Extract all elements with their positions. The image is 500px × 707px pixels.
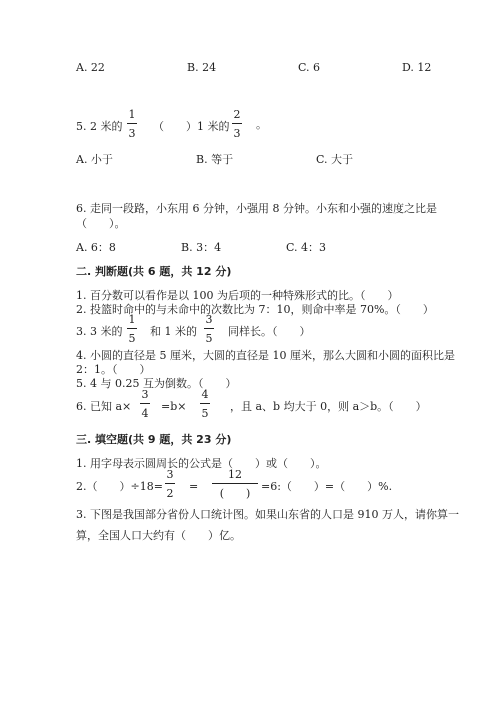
q4-option-a: A. 22 xyxy=(76,61,105,74)
q5-prefix: 5. 2 米的 xyxy=(76,120,123,133)
fraction-bar xyxy=(140,403,150,404)
q5-option-a: A. 小于 xyxy=(76,153,113,166)
fraction-bar xyxy=(127,328,137,329)
q4-option-c: C. 6 xyxy=(298,61,321,74)
fraction-numerator: 3 xyxy=(166,468,174,481)
fraction-denominator: 5 xyxy=(128,332,136,345)
q4-option-b: B. 24 xyxy=(187,61,217,74)
fraction-numerator: 4 xyxy=(201,388,209,401)
fraction-bar xyxy=(232,123,242,124)
fraction-denominator: 4 xyxy=(141,407,149,420)
q5-option-b: B. 等于 xyxy=(196,153,234,166)
q5-fraction-2 xyxy=(232,109,242,139)
q6-line-1: 6. 走同一段路，小东用 6 分钟，小强用 8 分钟。小东和小强的速度之比是 xyxy=(76,202,437,215)
s2-q3-middle: 和 1 米的 xyxy=(150,325,197,338)
fraction-denominator: 3 xyxy=(233,127,241,140)
fraction-denominator: ( ) xyxy=(219,487,251,500)
s2-q6-fraction-1 xyxy=(140,389,150,419)
fraction-bar xyxy=(127,123,137,124)
s3-question-3-line-1: 3. 下图是我国部分省份人口统计图。如果山东省的人口是 910 万人，请你算一 xyxy=(76,508,459,521)
section-2-title: 二. 判断题(共 6 题，共 12 分) xyxy=(76,265,232,278)
q6-option-c: C. 4：3 xyxy=(286,241,327,254)
s3-q2-equals: = xyxy=(189,480,199,493)
q5-option-c: C. 大于 xyxy=(316,153,354,166)
section-3-title: 三. 填空题(共 9 题，共 23 分) xyxy=(76,433,232,446)
s2-q6-fraction-2 xyxy=(200,389,210,419)
s3-q2-fraction-2 xyxy=(212,469,258,499)
s2-question-1: 1. 百分数可以看作是以 100 为后项的一种特殊形式的比。（ ） xyxy=(76,289,399,302)
fraction-denominator: 2 xyxy=(166,487,174,500)
fraction-bar xyxy=(212,483,258,484)
q6-option-a: A. 6：8 xyxy=(76,241,116,254)
q4-option-d: D. 12 xyxy=(402,61,432,74)
s2-question-4-line-1: 4. 小圆的直径是 5 厘米，大圆的直径是 10 厘米，那么大圆和小圆的面积比是 xyxy=(76,349,455,362)
fraction-bar xyxy=(165,483,175,484)
fraction-numerator: 3 xyxy=(141,388,149,401)
fraction-numerator: 1 xyxy=(128,313,136,326)
s2-q6-end: ，且 a、b 均大于 0，则 a＞b。（ ） xyxy=(230,400,427,413)
fraction-numerator: 3 xyxy=(205,313,213,326)
s3-question-3-line-2: 算，全国人口大约有（ ）亿。 xyxy=(76,529,241,542)
s2-question-4-line-2: 2：1。（ ） xyxy=(76,363,151,376)
s2-q6-middle: =b× xyxy=(161,400,187,413)
fraction-numerator: 1 xyxy=(128,108,136,121)
s2-q3-end: 同样长。（ ） xyxy=(228,325,311,338)
s2-q3-fraction-1 xyxy=(127,314,137,344)
fraction-denominator: 5 xyxy=(201,407,209,420)
s2-q6-prefix: 6. 已知 a× xyxy=(76,400,132,413)
s3-question-1: 1. 用字母表示圆周长的公式是（ ）或（ ）。 xyxy=(76,457,327,470)
q5-blank: （ ）1 米的 xyxy=(153,120,230,133)
q6-option-b: B. 3：4 xyxy=(181,241,222,254)
fraction-denominator: 5 xyxy=(205,332,213,345)
q5-fraction-1 xyxy=(127,109,137,139)
fraction-denominator: 3 xyxy=(128,127,136,140)
s2-question-5: 5. 4 与 0.25 互为倒数。（ ） xyxy=(76,377,237,390)
s2-q3-prefix: 3. 3 米的 xyxy=(76,325,123,338)
q5-end: 。 xyxy=(256,118,267,131)
fraction-bar xyxy=(204,328,214,329)
fraction-numerator: 2 xyxy=(233,108,241,121)
s3-q2-end: =6:（ ）=（ ）%. xyxy=(261,480,393,493)
s3-q2-fraction-1 xyxy=(165,469,175,499)
s3-q2-prefix: 2.（ ）÷18= xyxy=(76,480,163,493)
q6-line-2: （ ）。 xyxy=(76,217,126,230)
s2-q3-fraction-2 xyxy=(204,314,214,344)
s2-question-2: 2. 投篮时命中的与未命中的次数比为 7：10，则命中率是 70%。（ ） xyxy=(76,303,434,316)
fraction-bar xyxy=(200,403,210,404)
fraction-numerator: 12 xyxy=(228,468,242,481)
